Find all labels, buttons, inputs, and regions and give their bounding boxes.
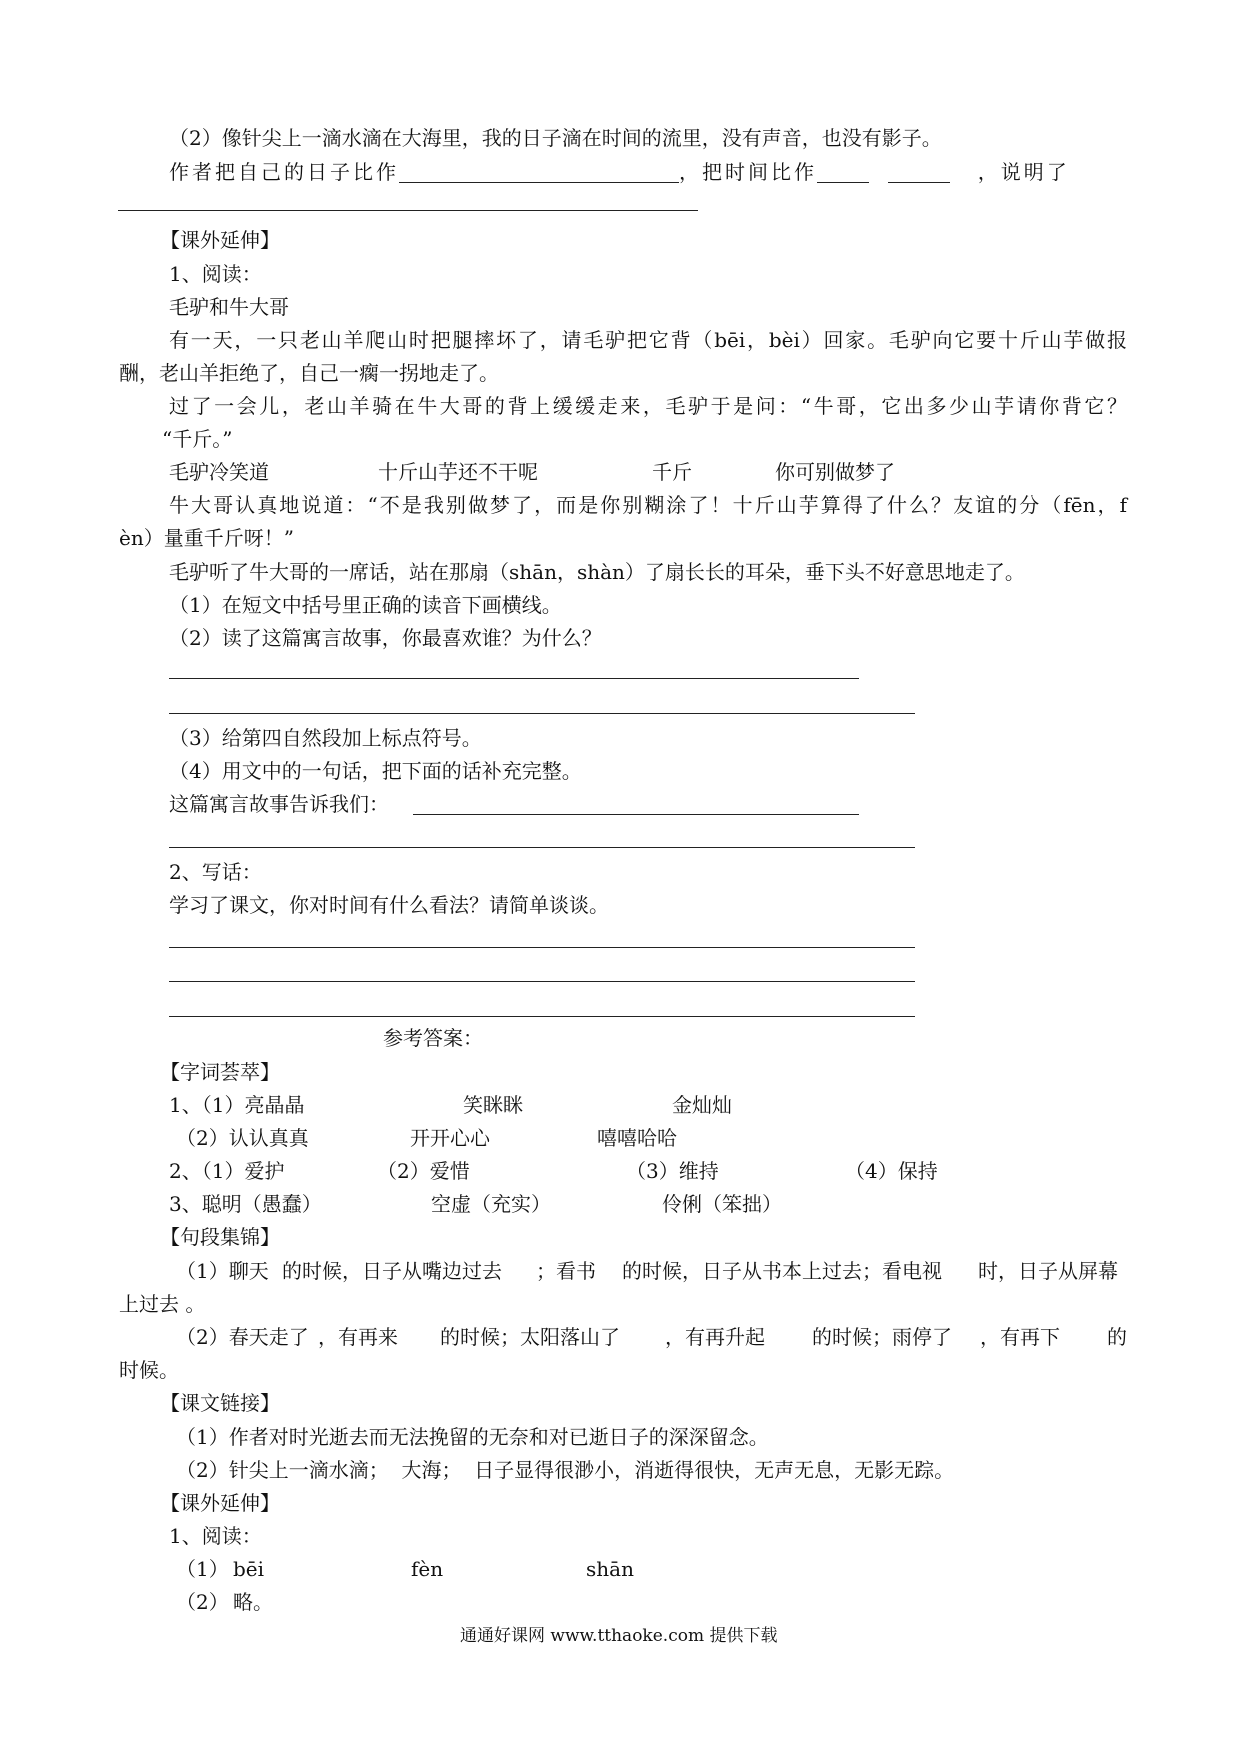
sentence-answer-2-p7: 的: [1107, 1325, 1127, 1349]
question-4-prompt: [169, 790, 389, 818]
answer-3-b: 空虚（充实）: [431, 1192, 551, 1216]
story-paragraph3-part3: 千斤: [652, 460, 692, 484]
question-4: （4）用文中的一句话，把下面的话补充完整。: [169, 759, 582, 783]
vocab-header: 【字词荟萃】: [160, 1060, 280, 1084]
question-2: （2）读了这篇寓言故事，你最喜欢谁？为什么？: [169, 626, 602, 650]
q2-sentence: （2）像针尖上一滴水滴在大海里，我的日子滴在时间的流里，没有声音，也没有影子。: [169, 126, 942, 150]
question-1: （1）在短文中括号里正确的读音下画横线。: [169, 593, 562, 617]
sentence-answer-1-p5: 时，日子从屏幕: [978, 1259, 1118, 1283]
extension-answer-r1-c: shān: [586, 1557, 634, 1581]
extension-header: 【课外延伸】: [160, 228, 280, 252]
answer-1-row2-a: （2）认认真真: [176, 1126, 309, 1150]
answer-1-row1-c: 金灿灿: [672, 1093, 732, 1117]
answer-3-a: 3、聪明（愚蠢）: [169, 1192, 322, 1216]
answer-2-c: （3）维持: [626, 1159, 719, 1183]
story-paragraph2-line2: “千斤。”: [162, 427, 233, 451]
writing-label: 2、写话：: [169, 860, 262, 884]
extension-answer-reading: 1、阅读：: [169, 1524, 262, 1548]
story-paragraph3-part4: 你可别做梦了: [775, 460, 895, 484]
sentence-answer-2-p6: ，有再下: [980, 1325, 1060, 1349]
story-paragraph2-line1: 过了一会儿，老山羊骑在牛大哥的背上缓缓走来，毛驴于是问：“牛哥，它出多少山芋请你背它？: [169, 394, 1127, 418]
sentence-answer-1-p4: 的时候，日子从书本上过去；看电视: [622, 1259, 942, 1283]
answer-line[interactable]: [169, 981, 915, 982]
sentence-answer-2-p2: ，有再来: [318, 1325, 398, 1349]
answer-1-row1-b: 笑眯眯: [463, 1093, 523, 1117]
footer-credit: 通通好课网 www.tthaoke.com 提供下载: [460, 1626, 778, 1646]
story-paragraph5: 毛驴听了牛大哥的一席话，站在那扇（shān，shàn）了扇长长的耳朵，垂下头不好意思地走了。: [169, 560, 1025, 584]
sentence-header: 【句段集锦】: [160, 1225, 280, 1249]
story-paragraph4-line2: èn）量重千斤呀！”: [119, 526, 294, 550]
answer-line[interactable]: [118, 210, 698, 211]
extension-answer-r1-b: fèn: [411, 1557, 444, 1581]
answer-2-a: 2、（1）爱护: [169, 1159, 285, 1183]
sentence-answer-1-p2: 的时候，日子从嘴边过去: [282, 1259, 502, 1283]
q2-fill-part1: 作者把自己的日子比作: [169, 160, 399, 184]
answer-line[interactable]: [413, 814, 859, 815]
reading-label: 1、阅读：: [169, 262, 262, 286]
sentence-answer-2-p1: （2）春天走了: [176, 1325, 309, 1349]
sentence-answer-1-p3: ；看书: [536, 1259, 596, 1283]
story-paragraph1-line1: 有一天，一只老山羊爬山时把腿摔坏了，请毛驴把它背（bēi，bèi）回家。毛驴向它要十斤山芋做报: [169, 328, 1127, 352]
answer-blank[interactable]: [888, 162, 950, 183]
extension-answer-header: 【课外延伸】: [160, 1491, 280, 1515]
question-4-prompt-text: 这篇寓言故事告诉我们：: [169, 792, 389, 816]
answer-line[interactable]: [169, 713, 915, 714]
answer-line[interactable]: [169, 678, 859, 679]
sentence-answer-2-p4: ，有再升起: [665, 1325, 765, 1349]
text-link-answer-1: （1）作者对时光逝去而无法挽留的无奈和对已逝日子的深深留念。: [176, 1425, 769, 1449]
story-title: 毛驴和牛大哥: [169, 295, 289, 319]
sentence-answer-2-p3: 的时候；太阳落山了: [440, 1325, 620, 1349]
story-paragraph3-part1: 毛驴冷笑道: [169, 460, 269, 484]
answer-2-d: （4）保持: [845, 1159, 938, 1183]
q2-fill-part3: ，说明了: [977, 160, 1070, 184]
text-link-header: 【课文链接】: [160, 1391, 280, 1415]
extension-answer-r1-label: （1）: [176, 1557, 229, 1581]
sentence-answer-2-p5: 的时候；雨停了: [812, 1325, 952, 1349]
extension-answer-r2-text: 略。: [233, 1590, 273, 1614]
answer-3-c: 伶俐（笨拙）: [662, 1192, 782, 1216]
story-paragraph1-line2: 酬，老山羊拒绝了，自己一瘸一拐地走了。: [119, 361, 499, 385]
story-paragraph4-line1: 牛大哥认真地说道：“不是我别做梦了，而是你别糊涂了！十斤山芋算得了什么？友谊的分（fēn，f: [169, 493, 1127, 517]
answers-title: 参考答案：: [383, 1026, 483, 1050]
answer-1-row2-b: 开开心心: [410, 1126, 490, 1150]
answer-1-row2-c: 嘻嘻哈哈: [597, 1126, 677, 1150]
q2-fill-line: [169, 158, 1070, 186]
answer-1-row1-a: 1、（1）亮晶晶: [169, 1093, 305, 1117]
writing-prompt: 学习了课文，你对时间有什么看法？请简单谈谈。: [169, 893, 609, 917]
answer-2-b: （2）爱惜: [377, 1159, 470, 1183]
answer-blank[interactable]: [817, 162, 869, 183]
sentence-answer-2-line2: 时候。: [119, 1358, 179, 1382]
sentence-answer-1-line2: 上过去 。: [119, 1292, 206, 1316]
q2-fill-part2: ，把时间比作: [679, 160, 817, 184]
answer-line[interactable]: [169, 847, 915, 848]
answer-blank[interactable]: [399, 162, 679, 183]
sentence-answer-1-p1: （1）聊天: [176, 1259, 269, 1283]
answer-line[interactable]: [169, 1016, 915, 1017]
extension-answer-r1-a: bēi: [233, 1557, 265, 1581]
extension-answer-r2-label: （2）: [176, 1590, 229, 1614]
question-3: （3）给第四自然段加上标点符号。: [169, 726, 482, 750]
text-link-answer-2: （2）针尖上一滴水滴； 大海； 日子显得很渺小，消逝得很快，无声无息，无影无踪。: [176, 1458, 955, 1482]
story-paragraph3-part2: 十斤山芋还不干呢: [378, 460, 538, 484]
answer-line[interactable]: [169, 947, 915, 948]
